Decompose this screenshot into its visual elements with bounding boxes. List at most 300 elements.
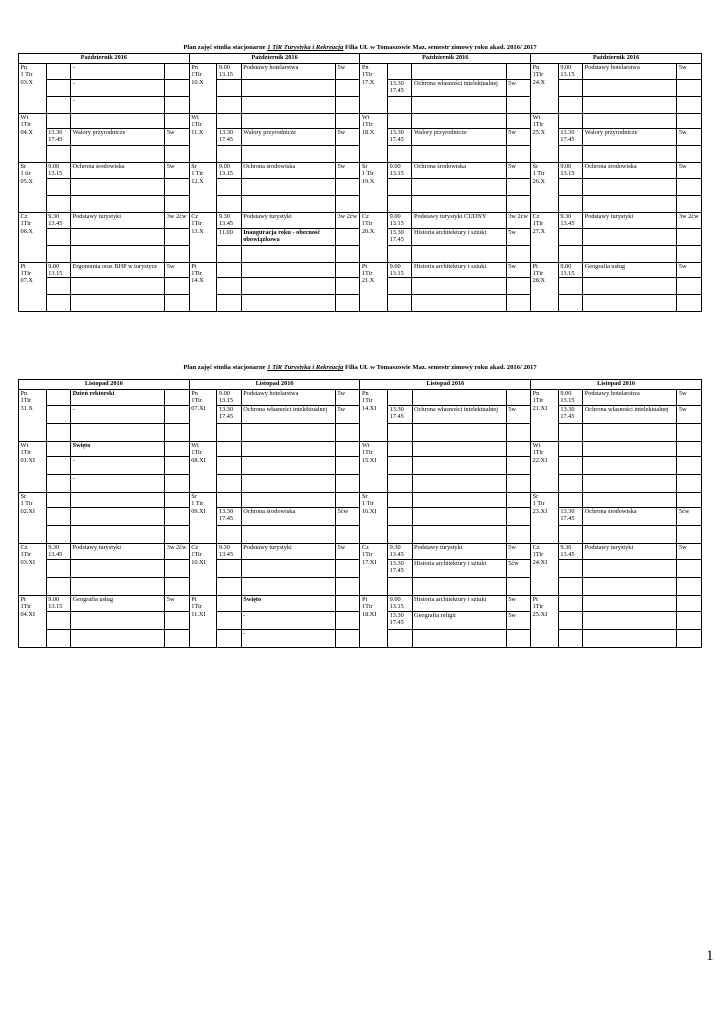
day-line: 1Tir: [20, 397, 32, 405]
day-line: 26.X: [532, 177, 546, 185]
time-cell: [388, 145, 412, 162]
day-cell: [531, 595, 559, 647]
type-cell: [335, 113, 359, 128]
subject-cell: -: [71, 405, 165, 423]
day-line: 1Tir: [191, 603, 202, 611]
time-cell: [46, 96, 70, 113]
type-cell: [506, 629, 530, 647]
type-cell: [165, 474, 189, 492]
day-line: 13.X: [191, 227, 204, 235]
day-line: 21.X: [361, 277, 375, 285]
type-cell: [677, 113, 702, 128]
subject-cell: Podstawy turystyki: [412, 543, 506, 559]
day-line: 21.XI: [532, 404, 548, 412]
time-cell: 13.30 17.45: [388, 79, 412, 96]
subject-cell: [71, 507, 165, 525]
day-line: Wt: [191, 113, 199, 121]
time-cell: 9.00 13.15: [558, 64, 582, 80]
subject-cell: [71, 295, 165, 312]
type-cell: [506, 423, 530, 441]
type-cell: [336, 441, 360, 456]
time-cell: 9.30 13.45: [217, 543, 241, 559]
day-line: 1Tir: [361, 269, 373, 277]
subject-cell: [241, 559, 335, 577]
time-cell: [217, 577, 241, 595]
day-line: 28.X: [532, 277, 546, 285]
subject-cell: [71, 629, 165, 647]
schedule-row: [19, 595, 702, 611]
day-cell: [360, 212, 388, 262]
subject-cell: Podstawy turystyki CUDNY: [412, 212, 506, 228]
subject-cell: [241, 525, 335, 543]
type-cell: [506, 64, 530, 80]
type-cell: 5w: [336, 390, 360, 406]
day-line: Pt: [532, 262, 538, 270]
time-cell: 13.30 17.45: [558, 405, 582, 423]
subject-cell: Podstawy turystyki: [71, 543, 165, 559]
subject-cell: [241, 474, 335, 492]
day-line: 08.XI: [191, 456, 206, 464]
day-cell: [19, 262, 47, 312]
schedule-row: [19, 212, 702, 228]
subject-cell: -: [71, 474, 165, 492]
day-line: Wt: [532, 441, 541, 449]
type-cell: [336, 525, 360, 543]
day-line: Pt: [361, 595, 368, 603]
type-cell: [165, 228, 189, 245]
type-cell: [677, 245, 702, 262]
day-cell: [189, 492, 217, 543]
day-cell: [360, 390, 388, 442]
subject-cell: [241, 262, 335, 278]
subject-cell: -: [71, 79, 165, 96]
subject-cell: [412, 245, 506, 262]
subject-cell: [412, 577, 506, 595]
day-line: 1 Tir: [361, 170, 374, 178]
day-line: 1 Tir: [532, 170, 545, 178]
subject-cell: [71, 145, 165, 162]
day-line: 03.X: [20, 78, 33, 86]
time-cell: 9.00 13.15: [46, 162, 70, 178]
subject-cell: Podstawy hotelarstwa: [241, 64, 335, 80]
type-cell: [677, 611, 702, 629]
day-line: 1Tir: [191, 71, 202, 79]
time-cell: 9.00 13.15: [46, 262, 70, 278]
week-header: Październik 2016: [189, 54, 360, 64]
day-line: 1 Tir: [361, 500, 375, 508]
time-cell: [388, 456, 412, 474]
time-cell: [217, 629, 241, 647]
day-line: Pn: [532, 64, 540, 71]
subject-cell: [241, 145, 335, 162]
type-cell: [335, 245, 359, 262]
type-cell: 5w: [677, 64, 702, 80]
day-cell: [360, 595, 388, 647]
time-cell: [388, 441, 412, 456]
schedule-row: [19, 64, 702, 80]
time-cell: [46, 295, 70, 312]
subject-cell: [583, 278, 677, 295]
time-cell: 13.30 17.45: [217, 405, 241, 423]
time-cell: [46, 195, 70, 212]
type-cell: [165, 390, 189, 406]
type-cell: [335, 228, 359, 245]
day-line: 1Tir: [532, 551, 544, 559]
time-cell: [217, 441, 241, 456]
time-cell: 9.00 13.15: [388, 595, 412, 611]
time-cell: 9.00 13.15: [388, 162, 412, 178]
subject-cell: Ochrona środowiska: [412, 162, 506, 178]
day-line: 14.X: [191, 277, 204, 285]
day-line: 1Tir: [20, 269, 32, 277]
subject-cell: [583, 195, 677, 212]
time-cell: [388, 278, 412, 295]
time-cell: [558, 278, 582, 295]
subject-cell: Walory przyrodnicze: [241, 128, 335, 145]
subject-cell: Geografia usług: [71, 595, 165, 611]
time-cell: [217, 559, 241, 577]
subject-cell: [583, 456, 677, 474]
subject-cell: Walory przyrodnicze: [412, 128, 506, 145]
time-cell: [558, 611, 582, 629]
time-cell: [388, 577, 412, 595]
subject-cell: [583, 525, 677, 543]
time-cell: 13.30 17.45: [558, 507, 582, 525]
day-cell: [360, 162, 388, 212]
day-line: 22.XI: [532, 456, 548, 464]
time-cell: 9.30 13.45: [217, 212, 241, 228]
type-cell: [165, 178, 189, 195]
time-cell: [46, 390, 70, 406]
type-cell: 5w: [677, 405, 702, 423]
type-cell: 5w: [506, 595, 530, 611]
subject-cell: [412, 507, 506, 525]
subject-cell: [241, 195, 335, 212]
day-line: 1 Tir: [532, 500, 545, 508]
subject-cell: [71, 492, 165, 507]
subject-cell: -: [241, 629, 335, 647]
week-header: Listopad 2016: [189, 380, 360, 390]
subject-cell: Święto: [71, 441, 165, 456]
type-cell: [165, 559, 189, 577]
type-cell: [506, 390, 530, 406]
time-cell: 9.30 13.45: [46, 543, 70, 559]
day-line: Wt: [191, 441, 199, 449]
type-cell: [165, 195, 189, 212]
day-line: Cz: [191, 543, 199, 551]
subject-cell: Podstawy turystyki: [241, 212, 335, 228]
type-cell: [336, 629, 360, 647]
day-line: 1Tir: [20, 121, 32, 129]
day-line: 1Tir: [191, 397, 202, 405]
type-cell: 3w 2ćw: [335, 212, 359, 228]
type-cell: 5w: [506, 543, 530, 559]
time-cell: [388, 423, 412, 441]
day-line: Pt: [361, 262, 368, 270]
type-cell: [336, 423, 360, 441]
time-cell: 11.00: [217, 228, 241, 245]
day-line: Wt: [361, 441, 370, 449]
day-line: 1Tir: [532, 397, 544, 405]
subject-cell: Podstawy turystyki: [583, 543, 677, 559]
day-cell: [189, 543, 217, 595]
subject-cell: Ochrona środowiska: [71, 162, 165, 178]
day-line: 10.X: [191, 78, 204, 86]
day-line: 15.XI: [361, 456, 377, 464]
day-line: 1Tir: [20, 551, 32, 559]
type-cell: [677, 441, 702, 456]
subject-cell: [583, 577, 677, 595]
time-cell: 9.30 13.45: [46, 212, 70, 228]
day-cell: [19, 441, 47, 492]
day-line: 20.X: [361, 227, 375, 235]
day-cell: [360, 113, 388, 162]
day-line: Pn: [191, 64, 198, 71]
time-cell: 9.00 13.15: [388, 212, 412, 228]
schedule-row: [19, 543, 702, 559]
day-cell: [19, 595, 47, 647]
day-line: Wt: [20, 113, 29, 121]
day-line: 19.X: [361, 177, 375, 185]
day-cell: [531, 492, 559, 543]
day-cell: [189, 595, 217, 647]
type-cell: [165, 423, 189, 441]
type-cell: [336, 456, 360, 474]
subject-cell: [71, 245, 165, 262]
time-cell: [217, 278, 241, 295]
day-line: 1 Tir: [20, 500, 33, 508]
subject-cell: [241, 492, 335, 507]
time-cell: [46, 474, 70, 492]
time-cell: [388, 629, 412, 647]
type-cell: [335, 145, 359, 162]
type-cell: [506, 278, 530, 295]
type-cell: 5w: [506, 228, 530, 245]
type-cell: [677, 629, 702, 647]
time-cell: 9.30 13.45: [558, 212, 582, 228]
week-header: Październik 2016: [360, 54, 531, 64]
subject-cell: [583, 113, 677, 128]
type-cell: [335, 79, 359, 96]
subject-cell: Podstawy hotelarstwa: [583, 64, 677, 80]
day-cell: [531, 64, 559, 114]
type-cell: 5w: [506, 262, 530, 278]
day-line: Pn: [361, 390, 369, 397]
subject-cell: Geografia usług: [583, 262, 677, 278]
week-header: Październik 2016: [19, 54, 190, 64]
type-cell: 5w: [336, 543, 360, 559]
day-line: 1Tir: [532, 603, 544, 611]
day-line: 1 Tir: [191, 170, 204, 178]
time-cell: 9.00 13.15: [217, 162, 241, 178]
subject-cell: [583, 178, 677, 195]
subject-cell: [241, 456, 335, 474]
day-cell: [189, 390, 217, 442]
subject-cell: Podstawy turystyki: [71, 212, 165, 228]
type-cell: [335, 295, 359, 312]
subject-cell: [412, 456, 506, 474]
day-line: Śr: [191, 162, 197, 170]
day-cell: [531, 162, 559, 212]
subject-cell: -: [71, 96, 165, 113]
day-cell: [19, 64, 47, 114]
subject-cell: [583, 595, 677, 611]
day-line: 25.X: [532, 128, 546, 136]
type-cell: [677, 577, 702, 595]
time-cell: [217, 492, 241, 507]
day-line: 27.X: [532, 227, 546, 235]
subject-cell: [583, 492, 677, 507]
day-line: Cz: [20, 543, 28, 551]
type-cell: [165, 629, 189, 647]
type-cell: 5w: [677, 543, 702, 559]
time-cell: [217, 245, 241, 262]
subject-cell: Podstawy turystyki: [241, 543, 335, 559]
subject-cell: [583, 474, 677, 492]
day-line: 31.X: [20, 404, 33, 412]
type-cell: [506, 507, 530, 525]
day-line: 1Tir: [532, 269, 544, 277]
time-cell: [388, 113, 412, 128]
time-cell: 13.30 17.45: [388, 405, 412, 423]
subject-cell: Ochrona własności intelektualnej: [583, 405, 677, 423]
day-line: Pt: [20, 595, 26, 603]
time-cell: [558, 492, 582, 507]
subject-cell: [412, 64, 506, 80]
time-cell: 13.30 17.45: [217, 128, 241, 145]
time-cell: [388, 178, 412, 195]
type-cell: [677, 195, 702, 212]
subject-cell: [412, 492, 506, 507]
time-cell: [217, 474, 241, 492]
subject-cell: [241, 245, 335, 262]
time-cell: [388, 390, 412, 406]
type-cell: [506, 492, 530, 507]
subject-cell: [241, 178, 335, 195]
subject-cell: -: [241, 611, 335, 629]
type-cell: 3w 2ćw: [677, 212, 702, 228]
time-cell: [46, 64, 70, 80]
day-line: Cz: [361, 543, 369, 551]
type-cell: [165, 492, 189, 507]
day-line: Pn: [20, 64, 28, 71]
week-header: Listopad 2016: [531, 380, 702, 390]
day-line: 06.X: [20, 227, 33, 235]
subject-cell: Historia architektury i sztuki: [412, 559, 506, 577]
week-header: Październik 2016: [531, 54, 702, 64]
subject-cell: [412, 423, 506, 441]
type-cell: [677, 423, 702, 441]
day-line: 1Tir: [532, 449, 544, 457]
day-line: Cz: [532, 212, 540, 220]
day-line: 07.XI: [191, 404, 206, 412]
day-cell: [531, 262, 559, 312]
page-number: 1: [706, 948, 714, 964]
time-cell: [558, 295, 582, 312]
type-cell: [336, 577, 360, 595]
subject-cell: Ochrona własności intelektualnej: [412, 405, 506, 423]
type-cell: [165, 79, 189, 96]
time-cell: [388, 295, 412, 312]
type-cell: 5w: [677, 162, 702, 178]
subject-cell: [71, 423, 165, 441]
type-cell: [336, 559, 360, 577]
day-line: 18.XI: [361, 610, 377, 618]
subject-cell: Ergonomia oraz BHP w turystyce: [71, 262, 165, 278]
subject-cell: Walory przyrodnicze: [71, 128, 165, 145]
day-line: 1Tir: [532, 71, 544, 79]
time-cell: 13.30 17.45: [388, 228, 412, 245]
time-cell: [46, 245, 70, 262]
type-cell: [677, 96, 702, 113]
day-line: Cz: [20, 212, 28, 220]
day-line: 1Tir: [191, 220, 202, 228]
subject-cell: [71, 559, 165, 577]
time-cell: [217, 525, 241, 543]
subject-cell: [412, 525, 506, 543]
day-line: 1Tir: [191, 269, 202, 277]
type-cell: [165, 456, 189, 474]
time-cell: 13.30 17.45: [217, 507, 241, 525]
day-cell: [19, 113, 47, 162]
time-cell: [558, 474, 582, 492]
type-cell: 5w: [506, 162, 530, 178]
subject-cell: [583, 559, 677, 577]
time-cell: [558, 79, 582, 96]
type-cell: [506, 577, 530, 595]
time-cell: 9.00 13.15: [558, 262, 582, 278]
time-cell: [217, 595, 241, 611]
subject-cell: [412, 145, 506, 162]
time-cell: [46, 278, 70, 295]
plan-title-november: Plan zajęć studia stacjonarne 1 TiR Turystyka i Rekreacja Filia UŁ w Tomaszowie Maz. semestr zimowy roku akad. 2016/ 2017: [183, 364, 537, 371]
day-line: Śr: [361, 162, 368, 170]
subject-cell: [412, 195, 506, 212]
time-cell: [217, 423, 241, 441]
day-line: 09.XI: [191, 507, 206, 515]
subject-cell: [241, 79, 335, 96]
subject-cell: [412, 629, 506, 647]
subject-cell: Inauguracja roku - obecność obowiązkowa: [241, 228, 335, 245]
day-line: 04.X: [20, 128, 33, 136]
type-cell: [677, 492, 702, 507]
plan-title-october: Plan zajęć studia stacjonarne 1 TiR Turystyka i Rekreacja Filia UŁ w Tomaszowie Maz. semestr zimowy roku akad. 2016/ 2017: [183, 44, 537, 51]
subject-cell: [412, 441, 506, 456]
day-cell: [531, 113, 559, 162]
subject-cell: Dzień rektorski: [71, 390, 165, 406]
subject-cell: Ochrona środowiska: [583, 162, 677, 178]
day-cell: [360, 543, 388, 595]
day-line: 1Tir: [191, 551, 202, 559]
subject-cell: [241, 577, 335, 595]
day-line: 17.XI: [361, 558, 377, 566]
subject-cell: Ochrona środowiska: [241, 507, 335, 525]
subject-cell: Ochrona środowiska: [241, 162, 335, 178]
type-cell: [506, 178, 530, 195]
time-cell: [558, 245, 582, 262]
time-cell: [46, 405, 70, 423]
subject-cell: [71, 113, 165, 128]
type-cell: 5w: [335, 162, 359, 178]
type-cell: [165, 507, 189, 525]
type-cell: [677, 525, 702, 543]
time-cell: [558, 577, 582, 595]
day-line: 1Tir: [361, 220, 373, 228]
day-line: 25.XI: [532, 610, 548, 618]
day-line: 1Tir: [361, 71, 373, 79]
day-cell: [189, 441, 217, 492]
time-cell: [388, 96, 412, 113]
